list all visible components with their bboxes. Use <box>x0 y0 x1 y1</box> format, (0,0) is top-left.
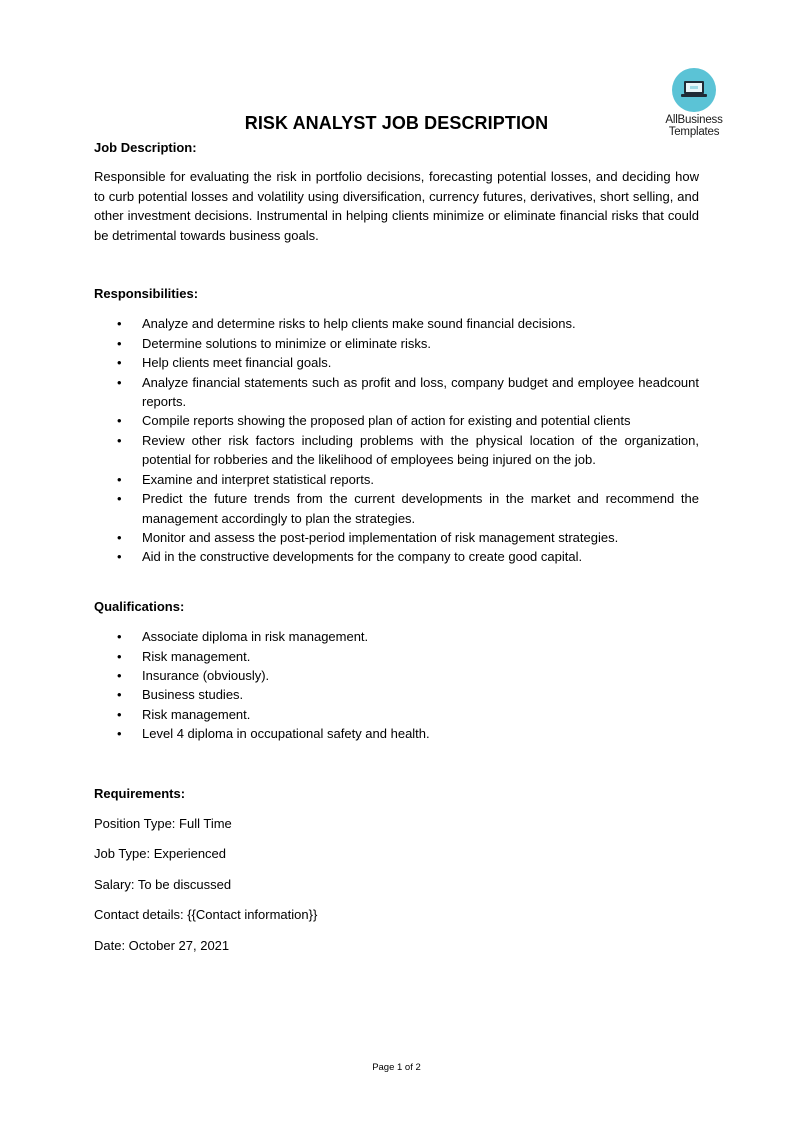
contact-details: Contact details: {{Contact information}} <box>94 907 318 923</box>
list-item: • Analyze and determine risks to help clients make sound financial decisions. <box>94 314 699 333</box>
logo-line-1: AllBusiness <box>665 114 723 126</box>
requirements-heading: Requirements: <box>94 785 186 801</box>
list-item: • Analyze financial statements such as profit and loss, company budget and employee headcount reports. <box>94 373 699 412</box>
date: Date: October 27, 2021 <box>94 937 230 953</box>
job-description-text: Responsible for evaluating the risk in portfolio decisions, forecasting potential losses, and deciding how to curb potential losses and volatility using diversification, currency futures, derivatives, short selling, and other investment decisions. Instrumental in helping clients minimize or eliminate financial risks that could be detrimental towards business goals. <box>94 169 699 243</box>
list-item: • Business studies. <box>94 685 699 704</box>
job-description-heading: Job Description: <box>94 140 197 155</box>
qualifications-heading: Qualifications: <box>94 598 185 614</box>
list-item: • Risk management. <box>94 647 699 666</box>
list-item: • Review other risk factors including problems with the physical location of the organization, potential for robberies and the likelihood of employees being injured on the job. <box>94 431 699 470</box>
list-item: • Risk management. <box>94 705 699 724</box>
job-type: Job Type: Experienced <box>94 846 227 862</box>
list-item: • Help clients meet financial goals. <box>94 353 699 372</box>
document-body <box>94 138 699 955</box>
list-item: • Determine solutions to minimize or eliminate risks. <box>94 334 699 353</box>
list-item: • Examine and interpret statistical reports. <box>94 470 699 489</box>
position-type: Position Type: Full Time <box>94 815 232 831</box>
salary: Salary: To be discussed <box>94 876 232 892</box>
responsibilities-heading: Responsibilities: <box>94 286 199 302</box>
list-item: • Predict the future trends from the current developments in the market and recommend the management accordingly to plan the strategies. <box>94 489 699 528</box>
qualifications-list <box>94 627 699 743</box>
list-item: • Level 4 diploma in occupational safety and health. <box>94 724 699 743</box>
list-item: • Compile reports showing the proposed plan of action for existing and potential clients <box>94 411 699 430</box>
laptop-icon <box>681 80 707 100</box>
list-item: • Monitor and assess the post-period implementation of risk management strategies. <box>94 528 699 547</box>
responsibilities-list <box>94 314 699 566</box>
list-item: • Insurance (obviously). <box>94 666 699 685</box>
page-number: Page 1 of 2 <box>372 1062 421 1073</box>
document-title: RISK ANALYST JOB DESCRIPTION <box>244 113 549 133</box>
logo-line-2: Templates <box>668 126 720 138</box>
logo-circle <box>672 68 716 112</box>
list-item: • Aid in the constructive developments for the company to create good capital. <box>94 547 699 566</box>
list-item: • Associate diploma in risk management. <box>94 627 699 646</box>
